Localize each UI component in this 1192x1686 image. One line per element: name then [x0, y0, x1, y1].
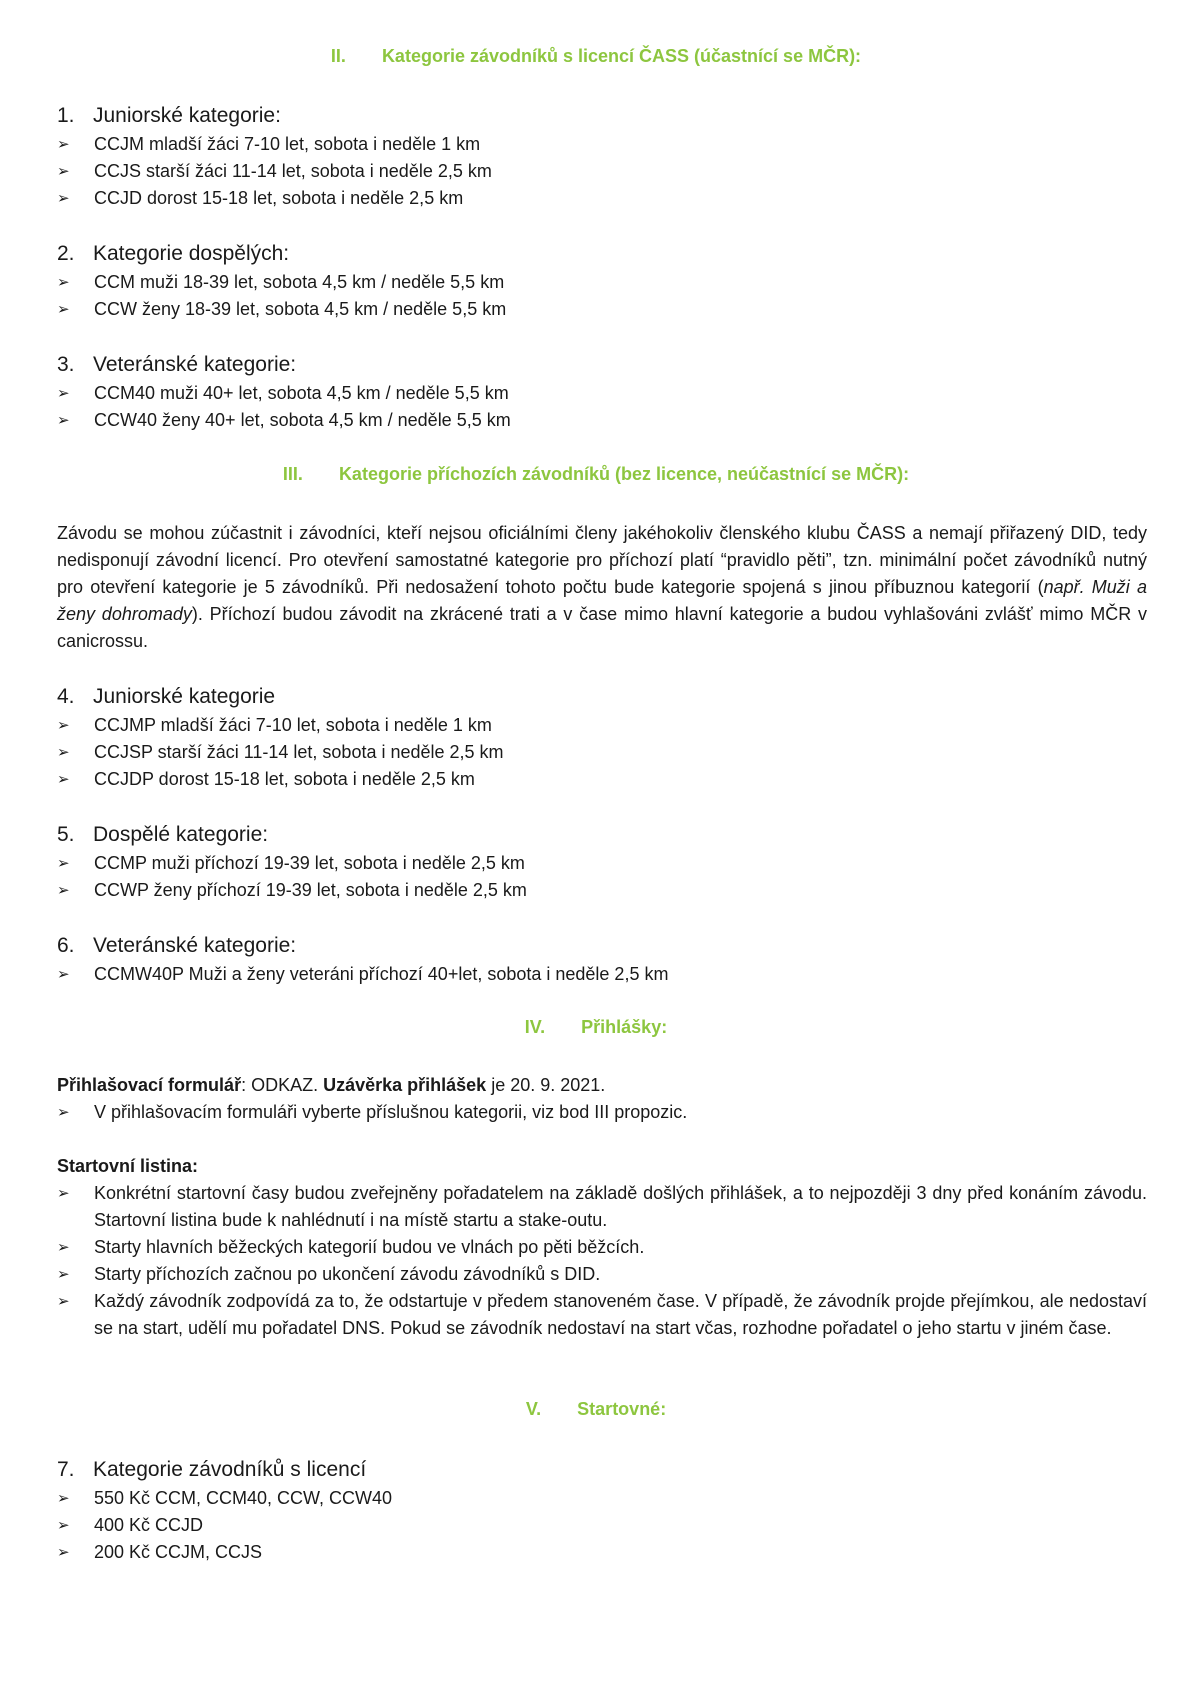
category-group-6-heading: 6. Veteránské kategorie: [57, 934, 297, 957]
arrow-bullet-icon: ➢ [57, 1517, 70, 1534]
section-heading-iv [0, 1015, 1192, 1039]
arrow-bullet-icon: ➢ [57, 1293, 70, 1310]
list-item: ➢ CCM muži 18-39 let, sobota 4,5 km / neděle 5,5 km [57, 269, 1147, 296]
list-item: ➢ Konkrétní startovní časy budou zveřejněny pořadatelem na základě došlých přihlášek, a to nejpozději 3 dny před konáním závodu. Startovní listina bude k nahlédnutí i na místě startu a stake-outu. [57, 1180, 1147, 1234]
list-item: ➢ CCJMP mladší žáci 7-10 let, sobota i neděle 1 km [57, 712, 1147, 739]
section-heading-iii [0, 462, 1192, 486]
category-group-3-heading: 3. Veteránské kategorie: [57, 353, 297, 376]
arrow-bullet-icon: ➢ [57, 385, 70, 402]
list-item: ➢ CCW ženy 18-39 let, sobota 4,5 km / neděle 5,5 km [57, 296, 1147, 323]
arrow-bullet-icon: ➢ [57, 1239, 70, 1256]
list-item: ➢ CCJD dorost 15-18 let, sobota i neděle 2,5 km [57, 185, 1147, 212]
section-number: V. [525, 1399, 542, 1419]
section-title: Kategorie závodníků s licencí ČASS (účastnící se MČR): [381, 46, 862, 66]
arrow-bullet-icon: ➢ [57, 717, 70, 734]
section-title: Přihlášky: [581, 1017, 668, 1037]
list-item: ➢ 550 Kč CCM, CCM40, CCW, CCW40 [57, 1485, 1147, 1512]
arrow-bullet-icon: ➢ [57, 274, 70, 291]
arrow-bullet-icon: ➢ [57, 1490, 70, 1507]
category-group-1-heading: 1. Juniorské kategorie: [57, 104, 281, 127]
list-item: ➢ CCJM mladší žáci 7-10 let, sobota i neděle 1 km [57, 131, 1147, 158]
arrow-bullet-icon: ➢ [57, 1185, 70, 1202]
list-item: ➢ V přihlašovacím formuláři vyberte příslušnou kategorii, viz bod III propozic. [57, 1099, 1147, 1126]
list-item: ➢ CCM40 muži 40+ let, sobota 4,5 km / neděle 5,5 km [57, 380, 1147, 407]
section-heading-ii [0, 44, 1192, 68]
list-item: ➢ Každý závodník zodpovídá za to, že odstartuje v předem stanoveném čase. V případě, že závodník projde přejímkou, ale nedostaví se na start, udělí mu pořadatel DNS. Pokud se závodník nedostaví na start včas, rozhodne pořadatel o jeho startu v jiném čase. [57, 1288, 1147, 1342]
category-group-2-heading: 2. Kategorie dospělých: [57, 242, 290, 265]
list-item: ➢ CCWP ženy příchozí 19-39 let, sobota i neděle 2,5 km [57, 877, 1147, 904]
arrow-bullet-icon: ➢ [57, 966, 70, 983]
section-number: II. [330, 46, 346, 66]
list-item: ➢ CCMP muži příchozí 19-39 let, sobota i neděle 2,5 km [57, 850, 1147, 877]
arrow-bullet-icon: ➢ [57, 190, 70, 207]
section-title: Kategorie příchozích závodníků (bez licence, neúčastnící se MČR): [338, 464, 910, 484]
arrow-bullet-icon: ➢ [57, 136, 70, 153]
list-item: ➢ CCW40 ženy 40+ let, sobota 4,5 km / neděle 5,5 km [57, 407, 1147, 434]
list-item: ➢ CCJDP dorost 15-18 let, sobota i neděle 2,5 km [57, 766, 1147, 793]
list-item: ➢ CCMW40P Muži a ženy veteráni příchozí 40+let, sobota i neděle 2,5 km [57, 961, 1147, 988]
arrow-bullet-icon: ➢ [57, 1266, 70, 1283]
section-heading-v [0, 1397, 1192, 1421]
section-number: IV. [524, 1017, 546, 1037]
category-group-4-heading: 4. Juniorské kategorie [57, 685, 276, 708]
registration-line: Přihlašovací formulář: ODKAZ. Uzávěrka přihlášek je 20. 9. 2021. [57, 1075, 606, 1095]
list-item: ➢ 200 Kč CCJM, CCJS [57, 1539, 1147, 1566]
list-item: ➢ 400 Kč CCJD [57, 1512, 1147, 1539]
arrow-bullet-icon: ➢ [57, 163, 70, 180]
list-item: ➢ CCJS starší žáci 11-14 let, sobota i neděle 2,5 km [57, 158, 1147, 185]
arrow-bullet-icon: ➢ [57, 882, 70, 899]
arrow-bullet-icon: ➢ [57, 744, 70, 761]
category-group-7-heading: 7. Kategorie závodníků s licencí [57, 1458, 367, 1481]
arrow-bullet-icon: ➢ [57, 412, 70, 429]
arrow-bullet-icon: ➢ [57, 771, 70, 788]
list-item: ➢ Starty hlavních běžeckých kategorií budou ve vlnách po pěti běžcích. [57, 1234, 1147, 1261]
list-item: ➢ Starty příchozích začnou po ukončení závodu závodníků s DID. [57, 1261, 1147, 1288]
arrow-bullet-icon: ➢ [57, 855, 70, 872]
arrow-bullet-icon: ➢ [57, 301, 70, 318]
section-title: Startovné: [577, 1399, 667, 1419]
list-item: ➢ CCJSP starší žáci 11-14 let, sobota i neděle 2,5 km [57, 739, 1147, 766]
intro-paragraph: Závodu se mohou zúčastnit i závodníci, kteří nejsou oficiálními členy jakéhokoliv členského klubu ČASS a nemají přiřazený DID, tedy nedisponují závodní licencí. Pro otevření samostatné kategorie pro příchozí platí “pravidlo pěti”, tzn. minimální počet závodníků nutný pro otevření kategorie je 5 závodníků. Při nedosažení tohoto počtu bude kategorie spojená s jinou příbuznou kategorií (např. Muži a ženy dohromady). Příchozí budou závodit na zkrácené trati a v čase mimo hlavní kategorie a budou vyhlašováni zvlášť mimo MČR v canicrossu. [57, 523, 1148, 651]
arrow-bullet-icon: ➢ [57, 1104, 70, 1121]
section-number: III. [282, 464, 303, 484]
arrow-bullet-icon: ➢ [57, 1544, 70, 1561]
start-list-title: Startovní listina: [57, 1156, 199, 1176]
category-group-5-heading: 5. Dospělé kategorie: [57, 823, 269, 846]
